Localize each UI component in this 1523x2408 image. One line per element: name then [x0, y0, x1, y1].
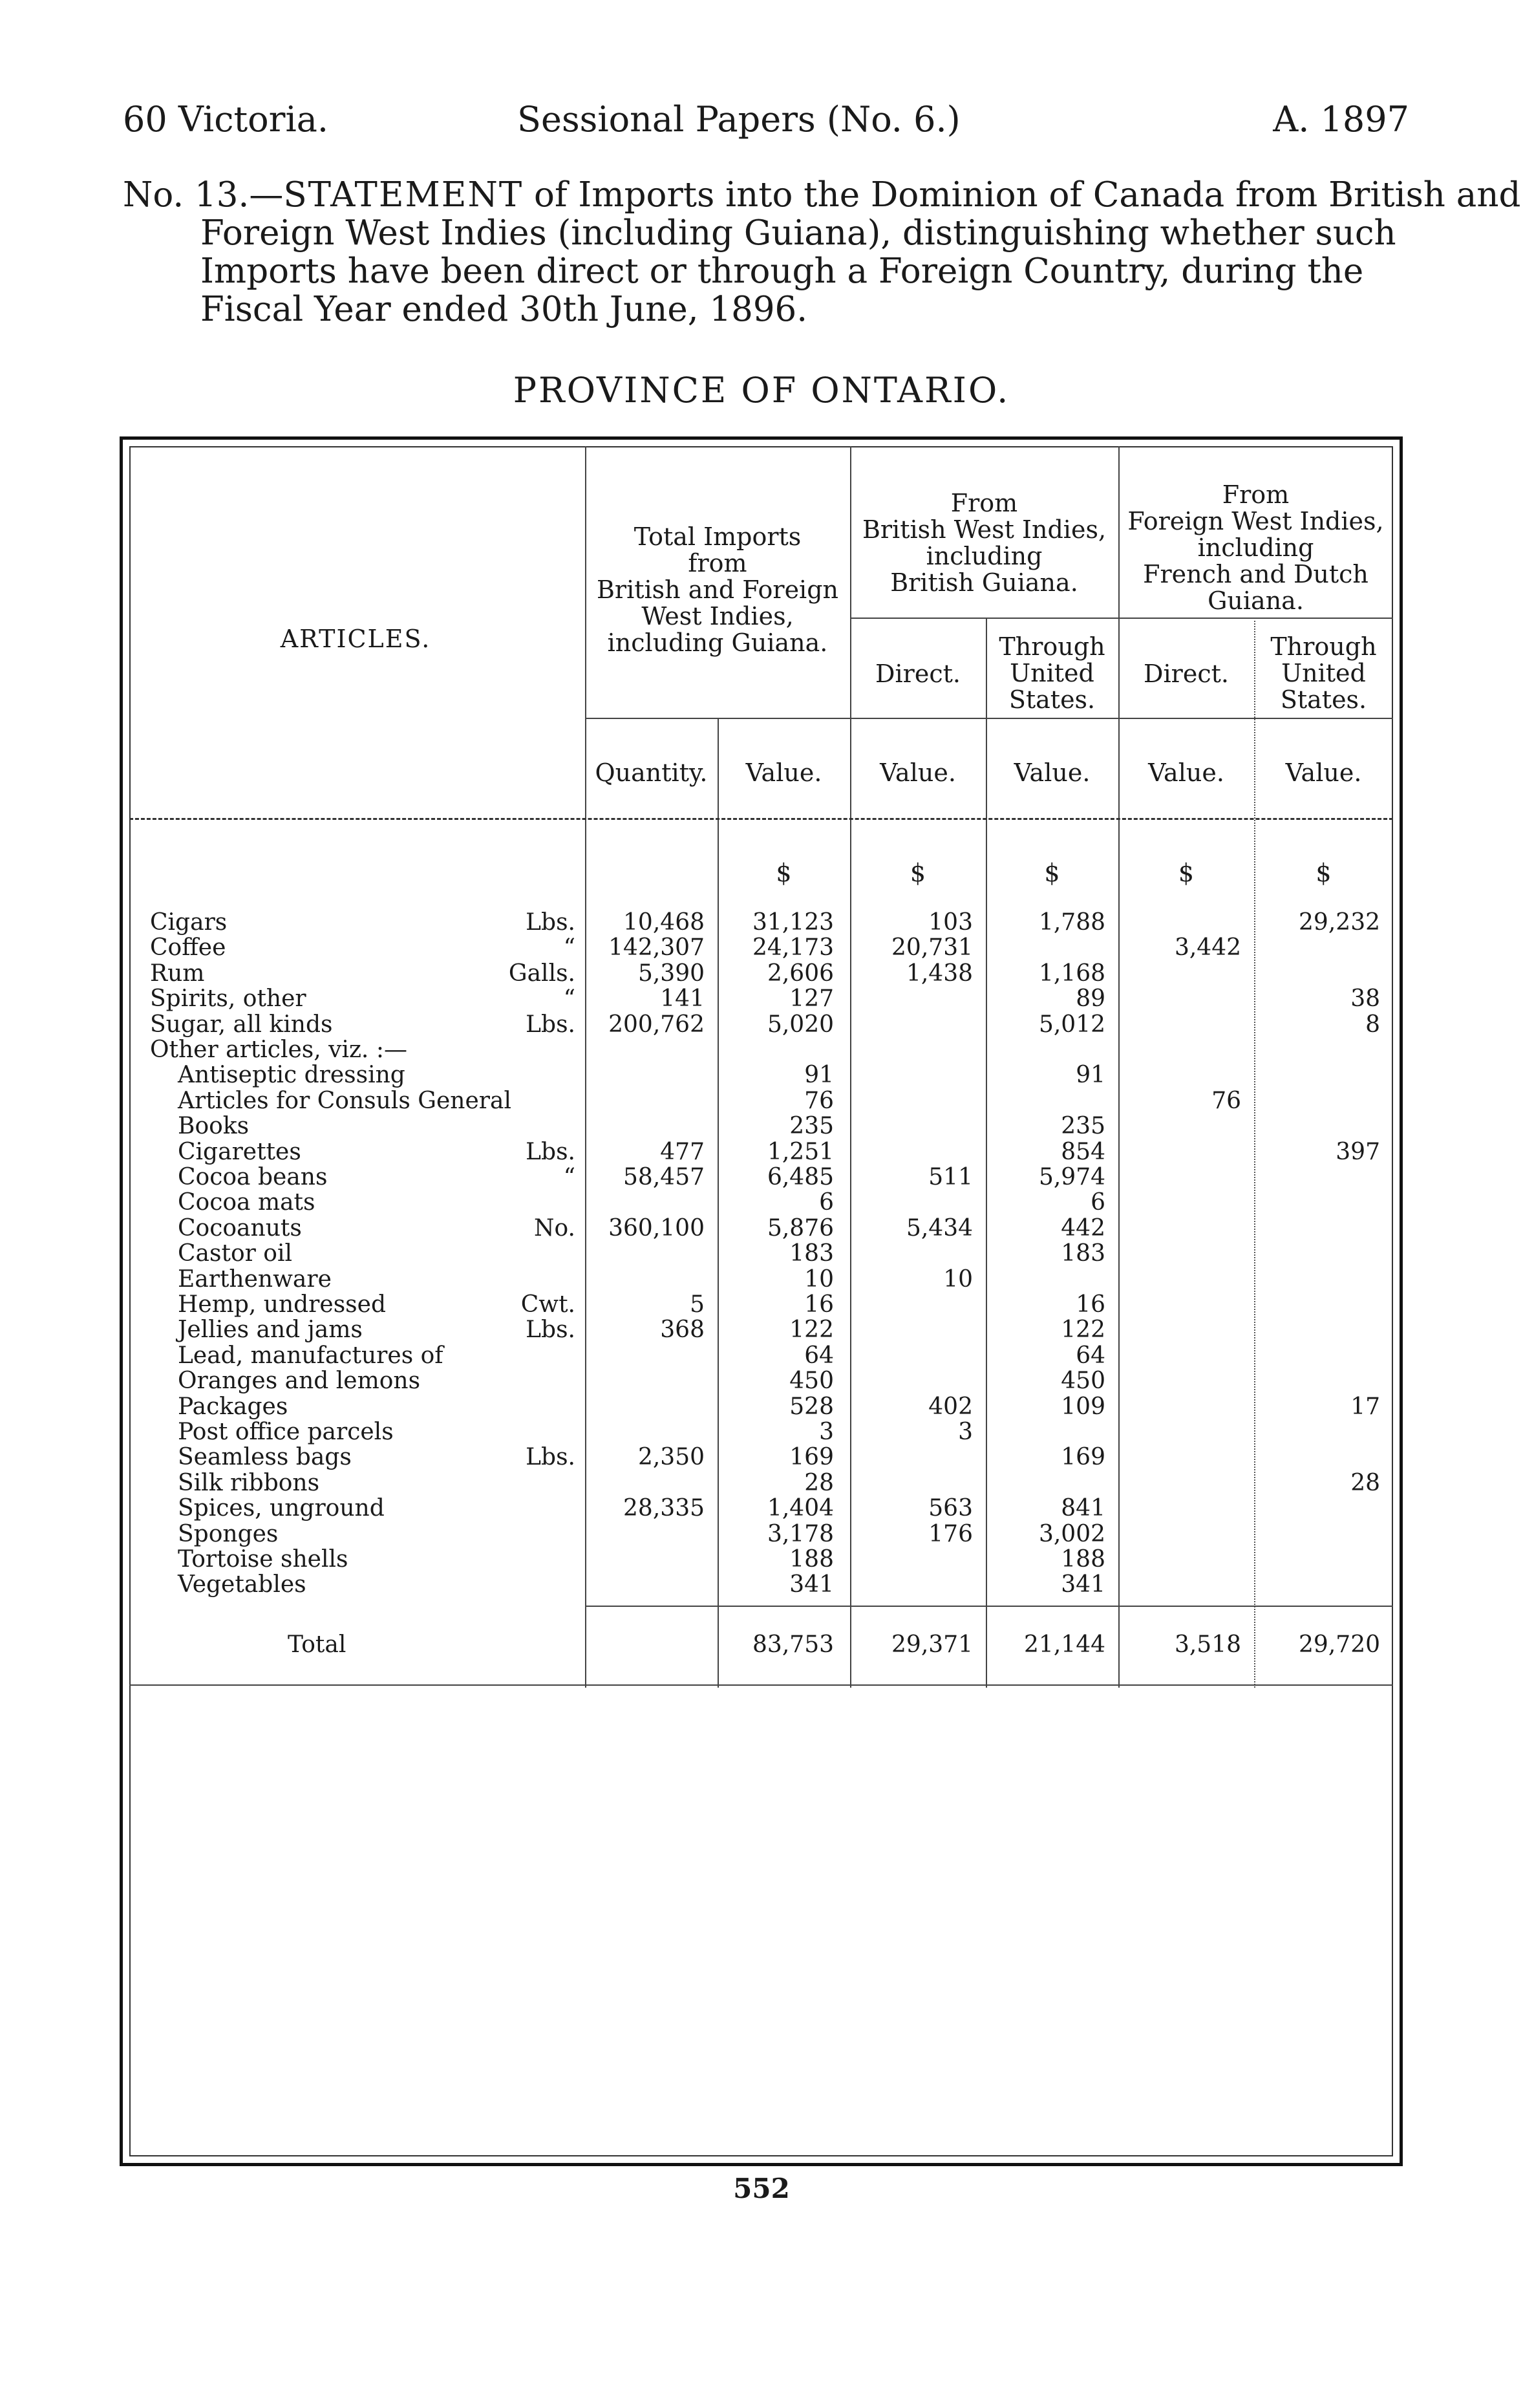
value-cell: 2,606: [767, 960, 834, 987]
header-fwi-group: [1118, 482, 1393, 614]
bwi-direct-cell: 1,438: [906, 960, 973, 987]
bwi-direct-cell: 5,434: [906, 1215, 973, 1242]
value-cell: 16: [804, 1291, 834, 1318]
article-name: Oranges and lemons: [178, 1368, 421, 1394]
page-number: 552: [733, 2173, 790, 2204]
article-unit: Lbs.: [526, 1139, 575, 1165]
bwi-through-cell: 5,974: [1038, 1164, 1105, 1190]
sessional-papers-label: Sessional Papers (No. 6.): [517, 99, 961, 140]
header-fwi-line: From: [1222, 480, 1290, 509]
article-unit: Cwt.: [520, 1291, 575, 1318]
fwi-through-cell: 397: [1336, 1139, 1380, 1165]
value-cell: 235: [789, 1113, 834, 1139]
article-name: Lead, manufactures of: [178, 1342, 443, 1369]
value-cell: 31,123: [752, 909, 834, 936]
qty-cell: 141: [660, 985, 705, 1012]
article-name: Sponges: [178, 1521, 279, 1547]
value-cell: 5,876: [767, 1215, 834, 1242]
bwi-direct-cell: 3: [958, 1419, 973, 1445]
heading-number: No. 13.—: [123, 175, 284, 215]
total-value: 83,753: [752, 1631, 834, 1658]
qty-cell: 142,307: [608, 934, 705, 961]
province-title: PROVINCE OF ONTARIO.: [513, 370, 1010, 411]
bwi-through-cell: 5,012: [1038, 1011, 1105, 1038]
qty-cell: 58,457: [623, 1164, 705, 1190]
qty-cell: 10,468: [623, 909, 705, 936]
article-unit: Galls.: [508, 960, 575, 987]
bwi-through-cell: 841: [1061, 1495, 1105, 1521]
value-cell: 1,404: [767, 1495, 834, 1521]
article-name: Vegetables: [178, 1571, 306, 1598]
article-name: Sugar, all kinds: [150, 1011, 333, 1038]
article-name: Hemp, undressed: [178, 1291, 386, 1318]
value-cell: 28: [804, 1470, 834, 1496]
fwi-through-cell: 38: [1350, 985, 1380, 1012]
value-cell: 64: [804, 1342, 834, 1369]
header-fwi-direct-value: Value.: [1148, 758, 1224, 787]
heading-line-2: Foreign West Indies (including Guiana), distinguishing whether such: [200, 213, 1396, 253]
rule-subgroup: [850, 618, 1393, 619]
value-cell: 528: [789, 1393, 834, 1420]
session-label: 60 Victoria.: [123, 99, 329, 140]
qty-cell: 5: [690, 1291, 705, 1318]
bwi-through-cell: 109: [1061, 1393, 1105, 1420]
article-name: Books: [178, 1113, 250, 1139]
fwi-direct-cell: 76: [1211, 1088, 1241, 1114]
bwi-through-cell: 89: [1076, 985, 1105, 1012]
bwi-direct-cell: 511: [928, 1164, 973, 1190]
heading-line-1-text: of Imports into the Dominion of Canada from British and: [523, 175, 1521, 215]
bwi-direct-cell: 176: [928, 1521, 973, 1547]
article-name: Cigarettes: [178, 1139, 301, 1165]
header-fwi-line: French and Dutch: [1143, 560, 1369, 588]
article-name: Rum: [150, 960, 205, 987]
article-name: Silk ribbons: [178, 1470, 320, 1496]
bwi-through-cell: 183: [1061, 1240, 1105, 1267]
total-bwi-direct: 29,371: [891, 1631, 973, 1658]
heading-line-3: Imports have been direct or through a Foreign Country, during the: [200, 252, 1364, 291]
header-fwi-direct: Direct.: [1144, 660, 1229, 688]
value-cell: 169: [789, 1444, 834, 1470]
article-unit: Lbs.: [526, 1444, 575, 1470]
header-bwi-through: [986, 634, 1118, 713]
fwi-through-cell: 8: [1365, 1011, 1380, 1038]
total-label: Total: [288, 1631, 346, 1658]
article-name: Earthenware: [178, 1266, 332, 1293]
statement-heading: [123, 175, 1521, 329]
article-name: Antiseptic dressing: [178, 1062, 405, 1088]
bwi-through-cell: 235: [1061, 1113, 1105, 1139]
article-name: Articles for Consuls General: [178, 1088, 511, 1114]
rule-total-bottom: [129, 1684, 1393, 1686]
fwi-through-cell: 28: [1350, 1470, 1380, 1496]
qty-cell: 360,100: [608, 1215, 705, 1242]
bwi-through-cell: 91: [1076, 1062, 1105, 1088]
header-articles: ARTICLES.: [280, 625, 431, 653]
article-unit: Lbs.: [526, 1317, 575, 1343]
header-bwi-direct-value: Value.: [880, 758, 956, 787]
section-subheading: Other articles, viz. :—: [150, 1037, 407, 1063]
value-cell: 3,178: [767, 1521, 834, 1547]
rule-header-bottom: [129, 818, 1393, 820]
article-name: Coffee: [150, 934, 226, 961]
value-cell: 6,485: [767, 1164, 834, 1190]
total-fwi-through: 29,720: [1299, 1631, 1380, 1658]
bwi-through-cell: 450: [1061, 1368, 1105, 1394]
bwi-through-cell: 3,002: [1038, 1521, 1105, 1547]
value-cell: 183: [789, 1240, 834, 1267]
header-quantity: Quantity.: [595, 758, 708, 787]
qty-cell: 2,350: [637, 1444, 705, 1470]
article-name: Cocoa mats: [178, 1189, 315, 1216]
article-name: Spices, unground: [178, 1495, 385, 1521]
qty-cell: 477: [660, 1139, 705, 1165]
header-fwi-line: including: [1197, 533, 1314, 562]
bwi-through-cell: 854: [1061, 1139, 1105, 1165]
article-name: Jellies and jams: [178, 1317, 363, 1343]
total-fwi-direct: 3,518: [1174, 1631, 1241, 1658]
header-total-group: [585, 524, 850, 656]
bwi-through-cell: 169: [1061, 1444, 1105, 1470]
article-name: Packages: [178, 1393, 288, 1420]
rule-header-sub: [585, 718, 1393, 719]
header-fwi-line: Guiana.: [1208, 586, 1304, 615]
heading-statement-word: STATEMENT: [283, 175, 524, 215]
value-cell: 450: [789, 1368, 834, 1394]
currency-fwi-through: $: [1315, 859, 1332, 887]
qty-cell: 28,335: [623, 1495, 705, 1521]
value-cell: 76: [804, 1088, 834, 1114]
header-through-line: Through: [999, 632, 1105, 661]
header-bwi-line: including: [926, 542, 1043, 570]
bwi-through-cell: 1,168: [1038, 960, 1105, 987]
value-cell: 5,020: [767, 1011, 834, 1038]
rule-bwi-right: [1118, 446, 1120, 1688]
header-bwi-direct: Direct.: [875, 660, 961, 688]
article-unit: Lbs.: [526, 1011, 575, 1038]
header-total-line: including Guiana.: [607, 629, 828, 657]
currency-total-value: $: [776, 859, 792, 887]
header-total-line: Total Imports: [634, 522, 802, 551]
value-cell: 188: [789, 1546, 834, 1573]
bwi-direct-cell: 402: [928, 1393, 973, 1420]
fwi-through-cell: 17: [1350, 1393, 1380, 1420]
qty-cell: 200,762: [608, 1011, 705, 1038]
header-bwi-group: [850, 490, 1118, 596]
qty-cell: 368: [660, 1317, 705, 1343]
bwi-direct-cell: 563: [928, 1495, 973, 1521]
header-through-line: States.: [1280, 685, 1367, 714]
article-name: Post office parcels: [178, 1419, 394, 1445]
currency-bwi-through: $: [1044, 859, 1060, 887]
header-through-line: States.: [1008, 685, 1096, 714]
currency-fwi-direct: $: [1178, 859, 1195, 887]
value-cell: 10: [804, 1266, 834, 1293]
header-fwi-through: [1254, 634, 1393, 713]
running-head: [123, 97, 1409, 142]
currency-bwi-direct: $: [910, 859, 926, 887]
bwi-through-cell: 64: [1076, 1342, 1105, 1369]
article-unit: Lbs.: [526, 909, 575, 936]
article-name: Seamless bags: [178, 1444, 352, 1470]
total-bwi-through: 21,144: [1024, 1631, 1105, 1658]
article-unit: “: [563, 934, 575, 961]
header-total-value: Value.: [745, 758, 822, 787]
value-cell: 122: [789, 1317, 834, 1343]
bwi-through-cell: 341: [1061, 1571, 1105, 1598]
header-fwi-line: Foreign West Indies,: [1127, 507, 1384, 535]
fwi-direct-cell: 3,442: [1174, 934, 1241, 961]
bwi-direct-cell: 10: [943, 1266, 973, 1293]
article-name: Castor oil: [178, 1240, 292, 1267]
value-cell: 341: [789, 1571, 834, 1598]
qty-cell: 5,390: [637, 960, 705, 987]
bwi-direct-cell: 103: [928, 909, 973, 936]
header-bwi-line: British West Indies,: [862, 515, 1107, 544]
header-total-line: West Indies,: [641, 602, 794, 630]
article-unit: “: [563, 1164, 575, 1190]
value-cell: 1,251: [767, 1139, 834, 1165]
value-cell: 24,173: [752, 934, 834, 961]
bwi-through-cell: 1,788: [1038, 909, 1105, 936]
header-through-line: Through: [1270, 632, 1377, 661]
article-unit: “: [563, 985, 575, 1012]
header-bwi-line: From: [950, 489, 1018, 517]
bwi-through-cell: 122: [1061, 1317, 1105, 1343]
fwi-through-cell: 29,232: [1299, 909, 1380, 936]
bwi-through-cell: 6: [1091, 1189, 1105, 1216]
header-through-line: United: [1010, 659, 1094, 687]
heading-line-1: [123, 175, 1521, 215]
value-cell: 91: [804, 1062, 834, 1088]
header-total-line: British and Foreign: [596, 575, 839, 604]
value-cell: 6: [819, 1189, 834, 1216]
heading-line-4: Fiscal Year ended 30th June, 1896.: [200, 290, 808, 329]
article-name: Cocoanuts: [178, 1215, 302, 1242]
article-name: Spirits, other: [150, 985, 306, 1012]
article-name: Cigars: [150, 909, 228, 936]
header-fwi-through-value: Value.: [1285, 758, 1362, 787]
header-bwi-line: British Guiana.: [890, 568, 1078, 597]
bwi-through-cell: 16: [1076, 1291, 1105, 1318]
header-bwi-through-value: Value.: [1014, 758, 1091, 787]
bwi-through-cell: 442: [1061, 1215, 1105, 1242]
value-cell: 127: [789, 985, 834, 1012]
article-name: Cocoa beans: [178, 1164, 328, 1190]
article-name: Tortoise shells: [178, 1546, 348, 1573]
bwi-through-cell: 188: [1061, 1546, 1105, 1573]
bwi-direct-cell: 20,731: [891, 934, 973, 961]
header-total-line: from: [688, 549, 747, 577]
rule-total-top: [585, 1606, 1393, 1607]
year-label: A. 1897: [1273, 99, 1409, 140]
value-cell: 3: [819, 1419, 834, 1445]
header-through-line: United: [1281, 659, 1366, 687]
article-unit: No.: [534, 1215, 575, 1242]
